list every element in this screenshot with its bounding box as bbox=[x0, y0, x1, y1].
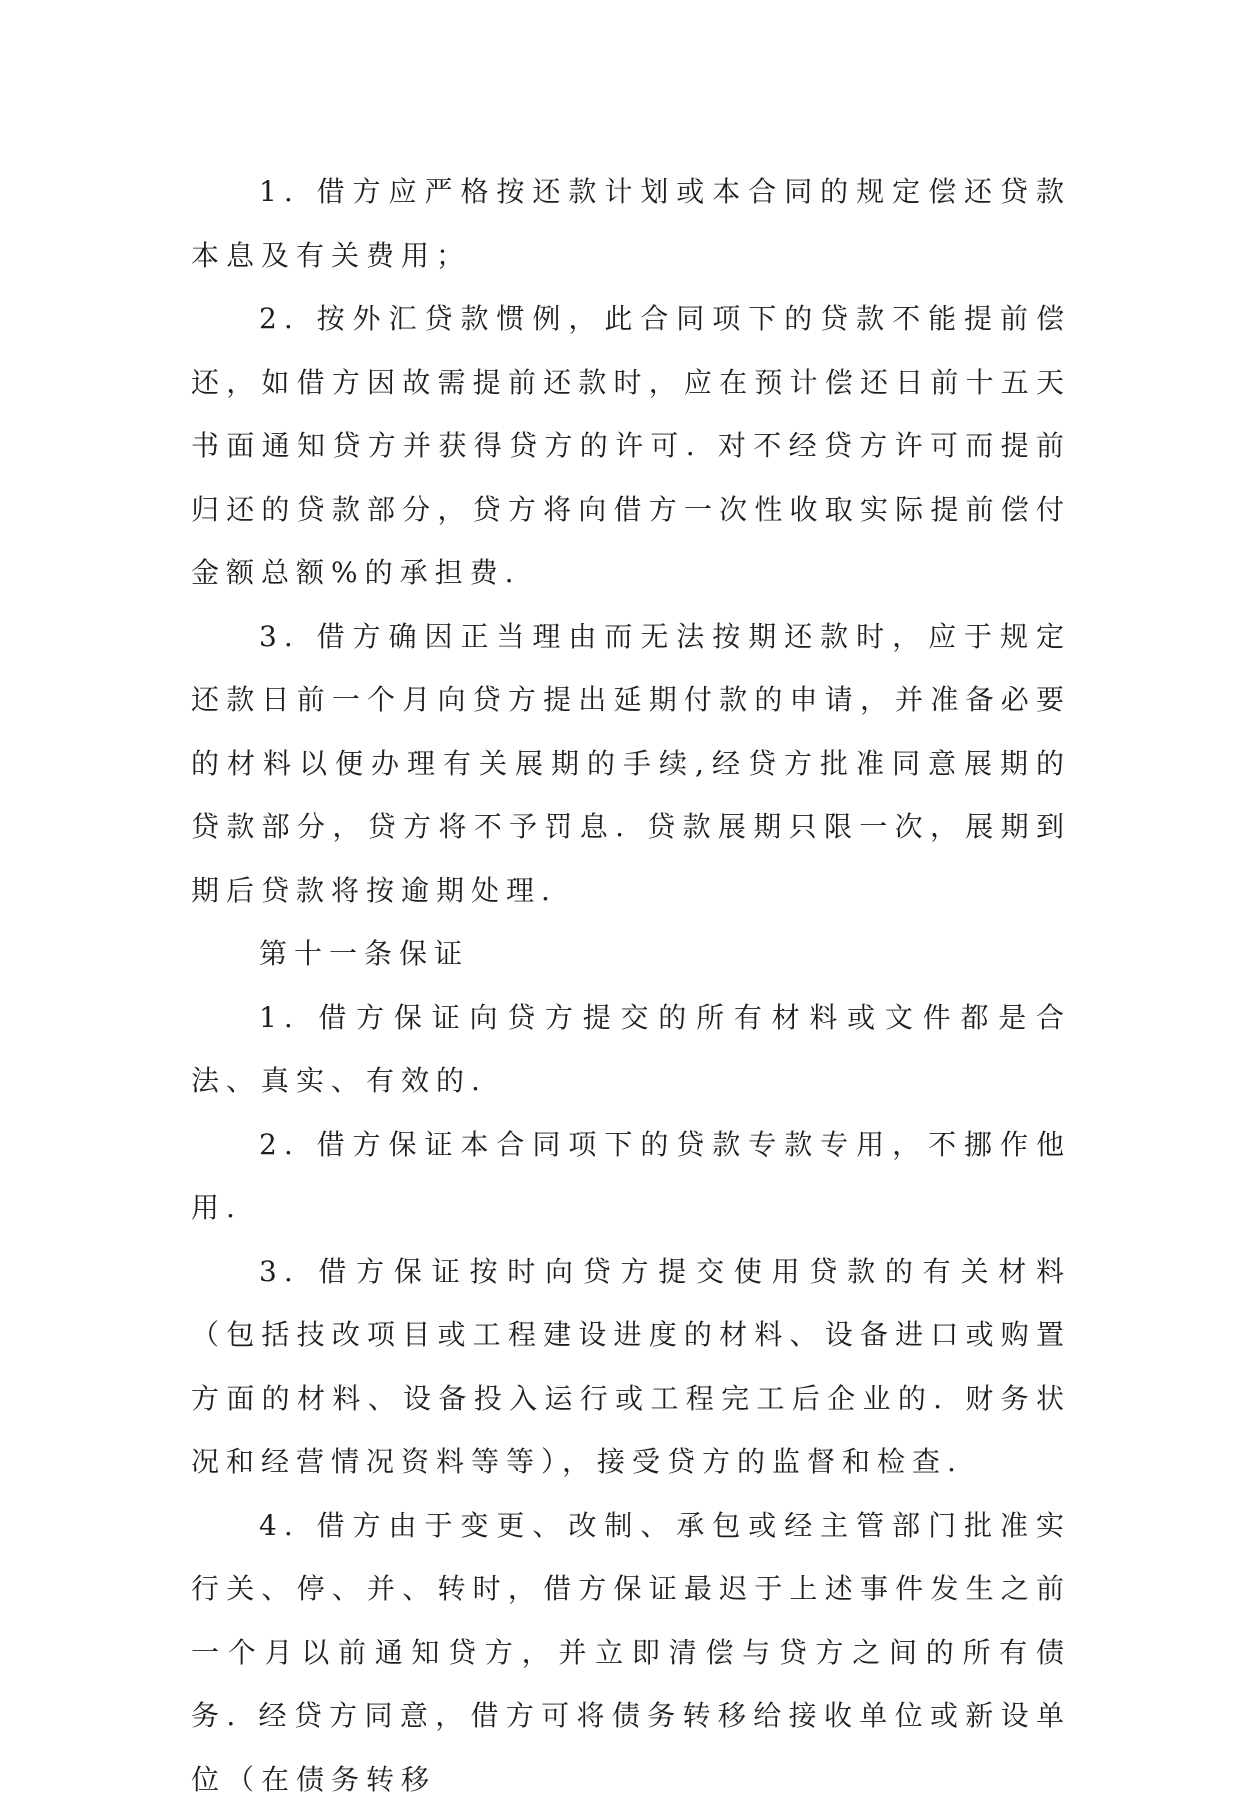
paragraph-guarantee-usage: 2. 借方保证本合同项下的贷款专款专用，不挪作他用. bbox=[191, 1113, 1071, 1240]
section-heading-guarantee: 第十一条保证 bbox=[191, 922, 1071, 986]
paragraph-guarantee-materials: 1. 借方保证向贷方提交的所有材料或文件都是合法、真实、有效的. bbox=[191, 986, 1071, 1113]
paragraph-early-repayment: 2. 按外汇贷款惯例，此合同项下的贷款不能提前偿还，如借方因故需提前还款时，应在预计偿还日前十五天书面通知贷方并获得贷方的许可. 对不经贷方许可而提前归还的贷款部分，贷方将向借方一次性收取实际提前偿付金额总额%的承担费. bbox=[191, 287, 1071, 605]
paragraph-repayment-schedule: 1. 借方应严格按还款计划或本合同的规定偿还贷款本息及有关费用； bbox=[191, 160, 1071, 287]
paragraph-guarantee-restructuring: 4. 借方由于变更、改制、承包或经主管部门批准实行关、停、并、转时，借方保证最迟于上述事件发生之前一个月以前通知贷方，并立即清偿与贷方之间的所有债务. 经贷方同意，借方可将债务转移给接收单位或新设单位（在债务转移 bbox=[191, 1494, 1071, 1811]
paragraph-guarantee-reporting: 3. 借方保证按时向贷方提交使用贷款的有关材料（包括技改项目或工程建设进度的材料、设备进口或购置方面的材料、设备投入运行或工程完工后企业的. 财务状况和经营情况资料等等），接受贷方的监督和检查. bbox=[191, 1240, 1071, 1494]
document-body bbox=[191, 160, 1071, 1811]
paragraph-extension: 3. 借方确因正当理由而无法按期还款时，应于规定还款日前一个月向贷方提出延期付款的申请，并准备必要的材料以便办理有关展期的手续,经贷方批准同意展期的贷款部分，贷方将不予罚息. 贷款展期只限一次，展期到期后贷款将按逾期处理. bbox=[191, 605, 1071, 923]
